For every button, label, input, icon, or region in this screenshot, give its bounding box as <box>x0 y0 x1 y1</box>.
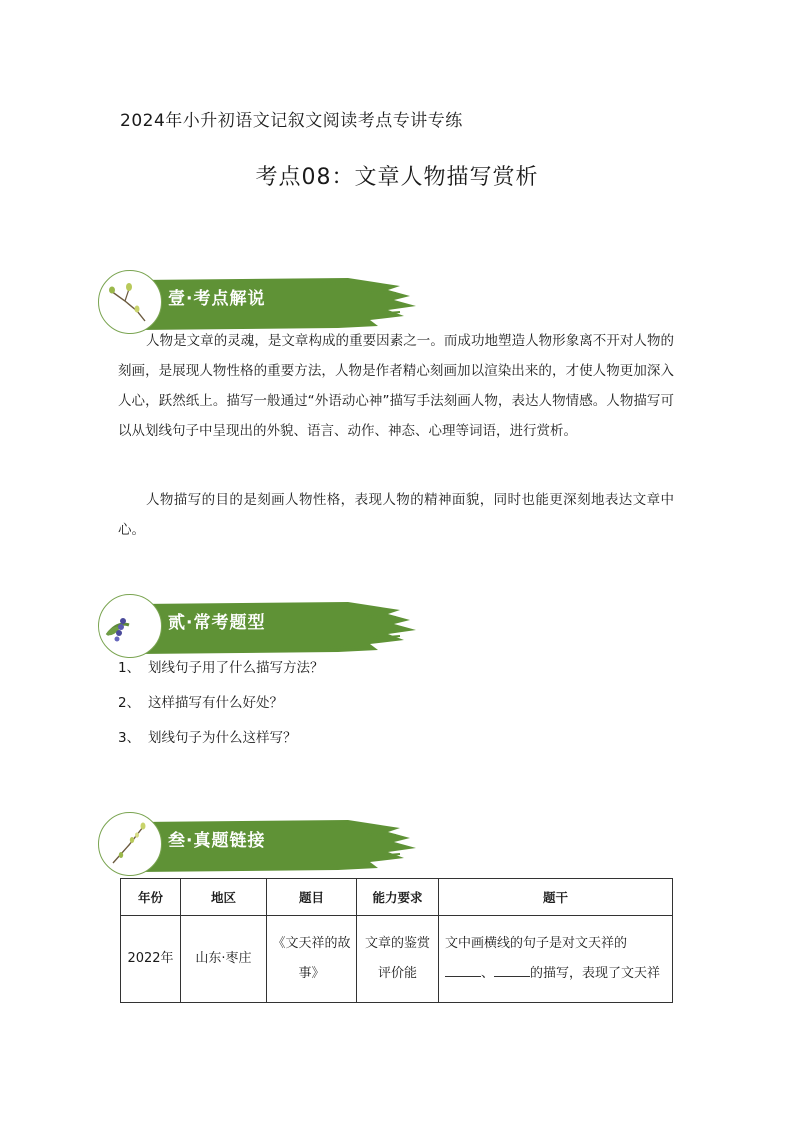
table-header-row <box>121 879 673 916</box>
cell-stem <box>439 916 673 1003</box>
stem-separator: 、 <box>481 966 495 981</box>
decor-circle <box>98 270 162 334</box>
answer-blank <box>494 962 530 977</box>
item-number: 1、 <box>118 660 141 676</box>
stem-text-post: 的描写，表现了文天祥 <box>530 966 661 981</box>
intro-paragraph-2: 人物描写的目的是刻画人物性格，表现人物的精神面貌，同时也能更深刻地表达文章中心。 <box>118 492 674 538</box>
header-year: 年份 <box>121 879 181 916</box>
stem-text-pre: 文中画横线的句子是对文天祥的 <box>445 936 628 951</box>
decor-circle <box>98 812 162 876</box>
intro-paragraph-1: 人物是文章的灵魂，是文章构成的重要因素之一。而成功地塑造人物形象离不开对人物的刻画，是展现人物性格的重要方法，人物是作者精心刻画加以渲染出来的，才使人物更加深入人心，跃然纸上。描写一般通过“外语动心神”描写手法刻画人物，表达人物情感。人物描写可以从划线句子中呈现出的外貌、语言、动作、神态、心理等词语，进行赏析。 <box>118 333 674 439</box>
cell-year: 2022年 <box>121 916 181 1003</box>
section-label: 壹·考点解说 <box>168 289 266 309</box>
list-item <box>118 691 324 726</box>
section-label: 贰·常考题型 <box>168 613 266 633</box>
decor-circle <box>98 594 162 658</box>
answer-blank <box>445 962 481 977</box>
question-list <box>118 656 324 761</box>
cell-ability: 文章的鉴赏评价能 <box>357 916 439 1003</box>
flower-icon <box>99 595 161 657</box>
header-topic: 题目 <box>267 879 357 916</box>
item-text: 这样描写有什么好处？ <box>148 695 283 711</box>
list-item <box>118 726 324 761</box>
series-title: 2024年小升初语文记叙文阅读考点专讲专练 <box>120 111 463 131</box>
header-stem: 题干 <box>439 879 673 916</box>
section-label: 叁·真题链接 <box>168 831 266 851</box>
header-ability: 能力要求 <box>357 879 439 916</box>
list-item <box>118 656 324 691</box>
section-header-3 <box>98 812 378 884</box>
item-number: 2、 <box>118 695 141 711</box>
table-row <box>121 916 673 1003</box>
exam-links-table <box>120 878 673 1003</box>
cell-region: 山东·枣庄 <box>181 916 267 1003</box>
header-region: 地区 <box>181 879 267 916</box>
twig-icon <box>99 271 161 333</box>
main-title: 考点08：文章人物描写赏析 <box>255 165 539 190</box>
item-number: 3、 <box>118 730 141 746</box>
cell-topic: 《文天祥的故事》 <box>267 916 357 1003</box>
item-text: 划线句子用了什么描写方法？ <box>148 660 324 676</box>
twig-icon <box>99 813 161 875</box>
item-text: 划线句子为什么这样写？ <box>148 730 297 746</box>
